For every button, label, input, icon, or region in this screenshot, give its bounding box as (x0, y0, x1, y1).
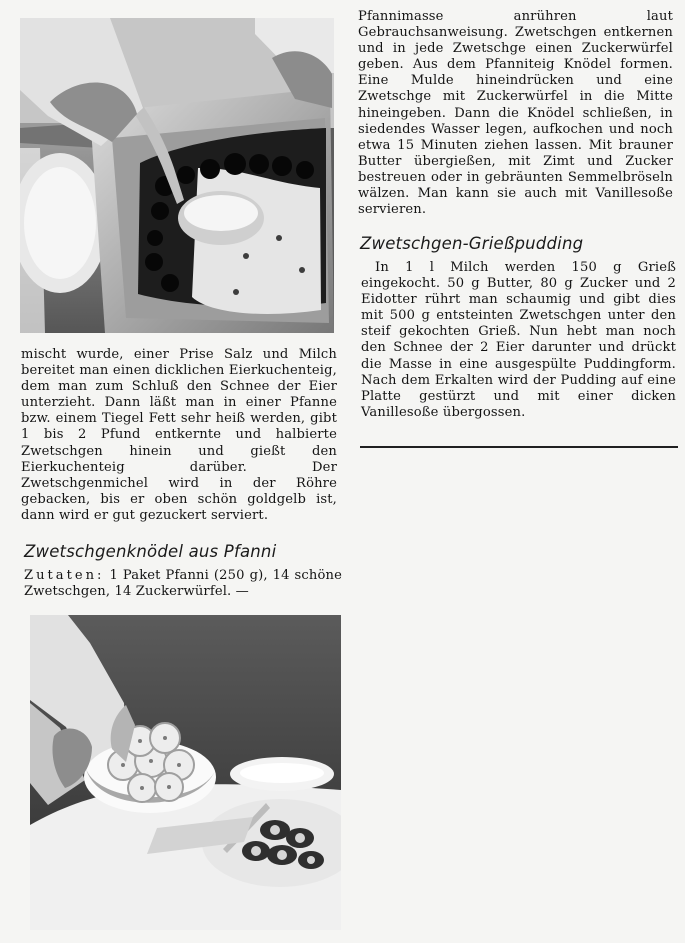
recipe-heading-zwetschgenknoedel: Zwetschgenknödel aus Pfanni (24, 542, 277, 561)
recipe-instructions-pudding: In 1 l Milch werden 150 g Grieß eingekocht. 50 g Butter, 80 g Zucker und 2 Eidotter rührt man schaumig und gibt dies mit 500 g entsteinten Zwetschgen unter den steif gekochten Grieß. Nun hebt man noch den Schnee der 2 Eier darunter und drückt die Masse in eine ausgespülte Puddingform. Nach dem Erkalten wird der Pudding auf eine Platte gestürzt und mit einer dicken Vanillesoße übergossen. (361, 260, 676, 420)
ingredients-paragraph (24, 568, 342, 600)
ingredients-text: 1 Paket Pfanni (250 g), 14 schöne Zwetschgen, 14 Zuckerwürfel. — (24, 568, 343, 600)
recipe-heading-griesspudding: Zwetschgen-Grießpudding (360, 234, 584, 253)
cooking-photo (20, 18, 334, 333)
recipe-text-continuation: mischt wurde, einer Prise Salz und Milch bereitet man einen dicklichen Eierkuchenteig, dem man zum Schluß den Schnee der Eier unterzieht. Dann läßt man in einer Pfanne bzw. einem Tiegel Fett sehr heiß werden, gibt 1 bis 2 Pfund entkernte und halbierte Zwetschgen hinein und gießt den Eierkuchenteig darüber. Der Zwetschgenmichel wird in der Röhre gebacken, bis er oben schön goldgelb ist, dann wird er gut gezuckert serviert. (21, 347, 337, 523)
ingredients-label: Zutaten: (24, 568, 105, 583)
column-separator-line (360, 446, 678, 448)
serving-dumplings-image (30, 615, 341, 930)
cooking-pan-plums-image (20, 18, 334, 333)
serving-photo (30, 615, 341, 930)
recipe-instructions-knoedel: Pfannimasse anrühren laut Gebrauchsanweisung. Zwetschgen entkernen und in jede Zwetschge einen Zuckerwürfel geben. Aus dem Pfanniteig Knödel formen. Eine Mulde hineindrücken und eine Zwetschge mit Zuckerwürfel in die Mitte hineingeben. Dann die Knödel schließen, in siedendes Wasser legen, aufkochen und noch etwa 15 Minuten ziehen lassen. Mit brauner Butter übergießen, mit Zimt und Zucker bestreuen oder in gebräunten Semmelbröseln wälzen. Man kann sie auch mit Vanillesoße servieren. (358, 9, 673, 218)
